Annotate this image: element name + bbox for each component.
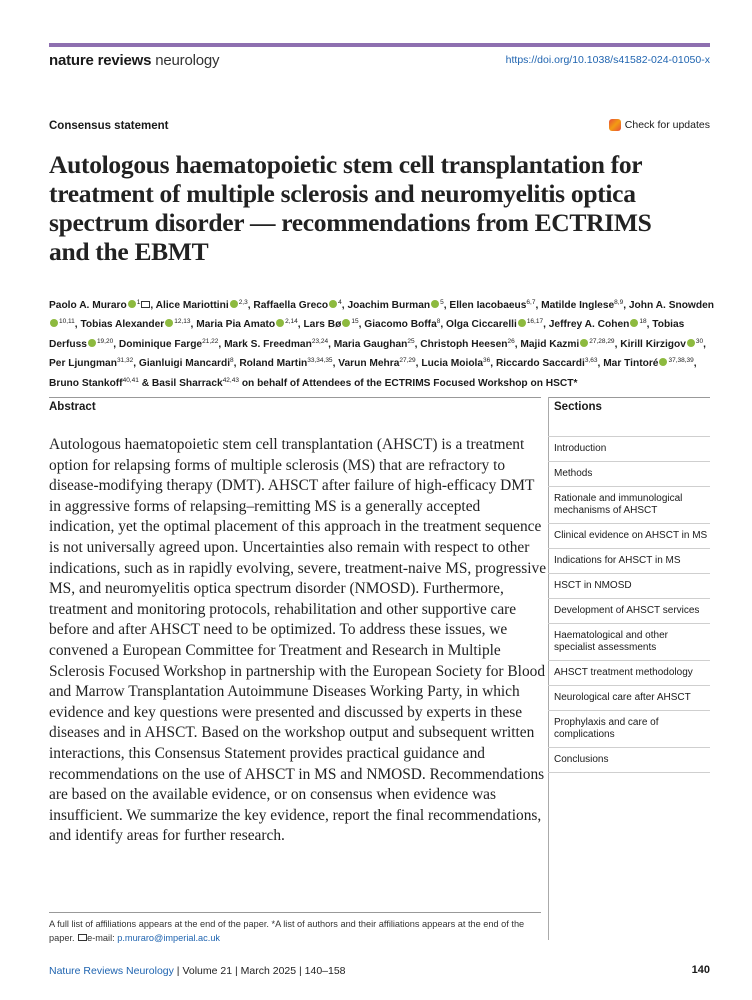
orcid-icon[interactable] (687, 339, 695, 347)
authors-suffix: on behalf of Attendees of the ECTRIMS Focused Workshop on HSCT* (241, 377, 578, 389)
orcid-icon[interactable] (342, 319, 350, 327)
author[interactable] (603, 358, 694, 369)
author-name: Bruno Stankoff (49, 377, 123, 389)
section-link[interactable]: Introduction (548, 436, 710, 462)
author[interactable] (224, 339, 328, 350)
author[interactable] (49, 358, 133, 369)
envelope-icon (78, 934, 87, 941)
author-name: Per Ljungman (49, 358, 117, 370)
affiliation-sup: 36 (483, 357, 491, 365)
author[interactable] (152, 378, 239, 389)
email-link[interactable]: p.muraro@imperial.ac.uk (117, 932, 221, 943)
author-name: Varun Mehra (338, 358, 400, 370)
article-title: Autologous haematopoietic stem cell transplantation for treatment of multiple sclerosis and neuromyelitis optica spectrum disorder — recommendations from ECTRIMS and the EBMT (49, 150, 652, 266)
doi-link[interactable]: https://doi.org/10.1038/s41582-024-01050-x (505, 54, 710, 66)
author-name: Giacomo Boffa (364, 319, 437, 331)
section-link[interactable]: Indications for AHSCT in MS (548, 549, 710, 574)
affiliation-sup: 37,38,39 (668, 357, 694, 365)
footnote (49, 918, 544, 945)
orcid-icon[interactable] (630, 319, 638, 327)
affiliation-sup: 16,17 (526, 318, 544, 326)
affiliation-sup: 15 (351, 318, 359, 326)
check-updates-label: Check for updates (624, 119, 710, 131)
journal-logo[interactable] (49, 52, 219, 69)
author-name: Maria Gaughan (333, 338, 408, 350)
sections-heading: Sections (554, 401, 602, 413)
crossmark-icon (609, 119, 621, 131)
section-link[interactable]: Clinical evidence on AHSCT in MS (548, 524, 710, 549)
affiliation-sup: 26 (507, 337, 515, 345)
orcid-icon[interactable] (659, 358, 667, 366)
author[interactable] (119, 339, 219, 350)
affiliation-sup: 8 (436, 318, 441, 326)
section-link[interactable]: Prophylaxis and care of complications (548, 711, 710, 748)
affiliation-sup: 19,20 (96, 337, 114, 345)
orcid-icon[interactable] (431, 300, 439, 308)
author[interactable] (49, 378, 139, 389)
orcid-icon[interactable] (580, 339, 588, 347)
affiliation-sup: 6,7 (526, 299, 536, 306)
affiliation-sup: 27,28,29 (589, 337, 615, 345)
envelope-icon[interactable] (141, 301, 150, 308)
section-link[interactable]: Haematological and other specialist assessments (548, 624, 710, 661)
author[interactable] (338, 358, 415, 369)
author[interactable] (347, 300, 443, 311)
author-name: Lars Bø (303, 319, 342, 331)
page-footer (49, 965, 346, 977)
author-name: Joachim Burman (347, 300, 431, 311)
section-link[interactable]: HSCT in NMOSD (548, 574, 710, 599)
author-name: Raffaella Greco (253, 300, 329, 311)
section-link[interactable]: Methods (548, 462, 710, 487)
author-name: Riccardo Saccardi (495, 358, 585, 370)
affiliation-sup: 8 (230, 357, 234, 365)
author[interactable] (449, 300, 535, 311)
affiliation-sup: 2,3 (238, 299, 248, 306)
author-name: Kirill Kirzigov (620, 338, 686, 350)
section-link[interactable]: Conclusions (548, 748, 710, 773)
section-link[interactable]: Neurological care after AHSCT (548, 686, 710, 711)
author-name: Maria Pia Amato (196, 319, 276, 331)
author-name: Christoph Heesen (420, 338, 508, 350)
affiliation-sup: 12,13 (174, 318, 191, 326)
affiliation-sup: 42,43 (222, 376, 239, 384)
footer-details: | Volume 21 | March 2025 | 140–158 (173, 965, 346, 977)
author-name: Majid Kazmi (520, 338, 580, 350)
page-number: 140 (691, 964, 710, 976)
article-type: Consensus statement (49, 120, 169, 132)
affiliation-sup: 30 (695, 337, 704, 345)
abstract-divider (49, 397, 541, 398)
affiliation-sup: 2,14 (285, 318, 298, 326)
author-name: Mar Tintoré (603, 358, 659, 370)
affiliation-sup: 8,9 (614, 299, 624, 306)
author[interactable] (303, 319, 358, 330)
author-name: Ellen Iacobaeus (449, 300, 527, 311)
author[interactable] (156, 300, 248, 311)
affiliation-sup: 21,22 (202, 337, 219, 345)
author[interactable] (496, 358, 598, 369)
author-name: Matilde Inglese (541, 300, 615, 311)
journal-brand: nature reviews (49, 52, 152, 69)
orcid-icon[interactable] (230, 300, 238, 308)
affiliation-sup: 40,41 (122, 376, 139, 384)
journal-color-bar (49, 43, 710, 47)
author[interactable] (49, 300, 150, 311)
author-name: Roland Martin (239, 358, 308, 370)
author-name: Gianluigi Mancardi (138, 358, 231, 370)
author[interactable] (334, 339, 415, 350)
author[interactable] (620, 339, 703, 350)
section-link[interactable]: Development of AHSCT services (548, 599, 710, 624)
orcid-icon[interactable] (518, 319, 526, 327)
author-name: Tobias Derfuss (49, 319, 685, 350)
footnote-text: A full list of affiliations appears at the end of the paper. *A list of authors and their affiliations appears at the end of the paper. (49, 919, 525, 943)
affiliation-sup: 31,32 (116, 357, 134, 365)
author[interactable] (446, 319, 543, 330)
abstract-heading: Abstract (49, 401, 96, 413)
author[interactable] (196, 319, 298, 330)
affiliation-sup: 10,11 (59, 318, 75, 326)
author-name: Basil Sharrack (151, 377, 223, 389)
footnote-divider (49, 912, 541, 913)
author-name: Lucia Moiola (421, 358, 484, 370)
orcid-icon[interactable] (165, 319, 173, 327)
affiliation-sup: 18 (639, 318, 647, 326)
affiliation-sup: 1 (136, 299, 141, 306)
affiliation-sup: 33,34,35 (307, 357, 333, 365)
affiliation-sup: 27,29 (399, 357, 416, 365)
affiliation-sup: 4 (338, 299, 342, 306)
section-link[interactable]: Rationale and immunological mechanisms of AHSCT (548, 487, 710, 524)
author-name: Tobias Alexander (80, 319, 165, 331)
orcid-icon[interactable] (88, 339, 96, 347)
check-for-updates-button[interactable] (609, 119, 710, 131)
author-list: Paolo A. Muraro $^1$ , Alice Mariottini $^{2,3}$, Raffaella Greco $^4$, Joachim Burman $^5$, Ellen Iacobaeus$^{6,7}$, Matilde Inglese$^{8,9}$, John A. Snowden$^{10,11}$, Tobias Alexander $^{12,13}$, Maria Pia Amato $^{2,14}$, Lars Bø $^{15}$, Giacomo Boffa$^8$, Olga Ciccarelli $^{16,17}$, Jeffrey A. Cohen $^{18}$, Tobias Derfuss $^{19,20}$, Dominique Farge$^{21,22}$, Mark S. Freedman$^{23,24}$, Maria Gaughan$^{25}$, Christoph Heesen$^{26}$, Majid Kazmi $^{27,28,29}$, Kirill Kirzigov $^{30}$, Per Ljungman$^{31,32}$, Gianluigi Mancardi$^8$, Roland Martin$^{33,34,35}$, Varun Mehra$^{27,29}$, Lucia Moiola$^{36}$, Riccardo Saccardi$^{3,63}$, Mar Tintoré $^{37,38,39}$, Bruno Stankoff$^{40,41}$ & Basil Sharrack$^{42,43}$ on behalf of Attendees of the ECTRIMS Focused Workshop on HSCT* (49, 299, 714, 389)
author[interactable] (239, 358, 332, 369)
journal-section: neurology (155, 52, 220, 69)
author[interactable] (364, 319, 440, 330)
orcid-icon[interactable] (329, 300, 337, 308)
orcid-icon[interactable] (50, 319, 58, 327)
author[interactable] (139, 358, 234, 369)
affiliation-sup: 25 (407, 337, 415, 345)
author-name: Alice Mariottini (155, 300, 229, 311)
author[interactable] (420, 339, 514, 350)
author[interactable] (520, 339, 614, 350)
orcid-icon[interactable] (276, 319, 284, 327)
author-name: Dominique Farge (118, 338, 203, 350)
section-link[interactable]: AHSCT treatment methodology (548, 661, 710, 686)
footer-journal[interactable]: Nature Reviews Neurology (49, 965, 174, 977)
sections-nav (548, 436, 710, 773)
affiliation-sup: 23,24 (311, 337, 329, 345)
email-label: e-mail: (87, 932, 115, 943)
sections-divider (548, 397, 710, 398)
author[interactable] (253, 300, 341, 311)
orcid-icon[interactable] (128, 300, 136, 308)
affiliation-sup: 5 (440, 299, 444, 306)
author[interactable] (421, 358, 490, 369)
affiliation-sup: 3,63 (584, 357, 598, 365)
author-name: Olga Ciccarelli (446, 319, 517, 331)
abstract-text: Autologous haematopoietic stem cell transplantation (AHSCT) is a treatment option for relapsing forms of multiple sclerosis (MS) that are refractory to disease-modifying therapy (DMT). AHSCT after failure of high-efficacy DMT in aggressive forms of relapsing–remitting MS is a generally accepted indication, yet the optimal placement of this approach in the treatment sequence is not universally agreed upon. Uncertainties also remain with respect to other indications, such as in rapidly evolving, severe, treatment-naive MS, progressive MS, and neuromyelitis optica spectrum disorder (NMOSD). Furthermore, treatment and monitoring protocols, rehabilitation and other supportive care before and after AHSCT need to be optimized. To address these issues, we convened a European Committee for Treatment and Research in Multiple Sclerosis Focused Workshop in partnership with the European Society for Blood and Marrow Transplantation Autoimmune Diseases Working Party, in which evidence and key questions were presented and discussed by experts in these diseases and in AHSCT. Based on the workshop output and subsequent written interactions, this Consensus Statement provides practical guidance and recommendations on the use of AHSCT in MS and NMOSD. Recommendations are based on the available evidence, or on consensus when evidence was insufficient. We summarize the key evidence, report the final recommendations, and identify areas for further research. (49, 436, 547, 845)
author-name: Paolo A. Muraro (49, 300, 127, 311)
author-name: Jeffrey A. Cohen (548, 319, 630, 331)
author[interactable] (541, 300, 623, 311)
author[interactable] (549, 319, 647, 330)
author[interactable] (80, 319, 190, 330)
author-name: Mark S. Freedman (224, 338, 312, 350)
author-name: John A. Snowden (628, 300, 714, 311)
